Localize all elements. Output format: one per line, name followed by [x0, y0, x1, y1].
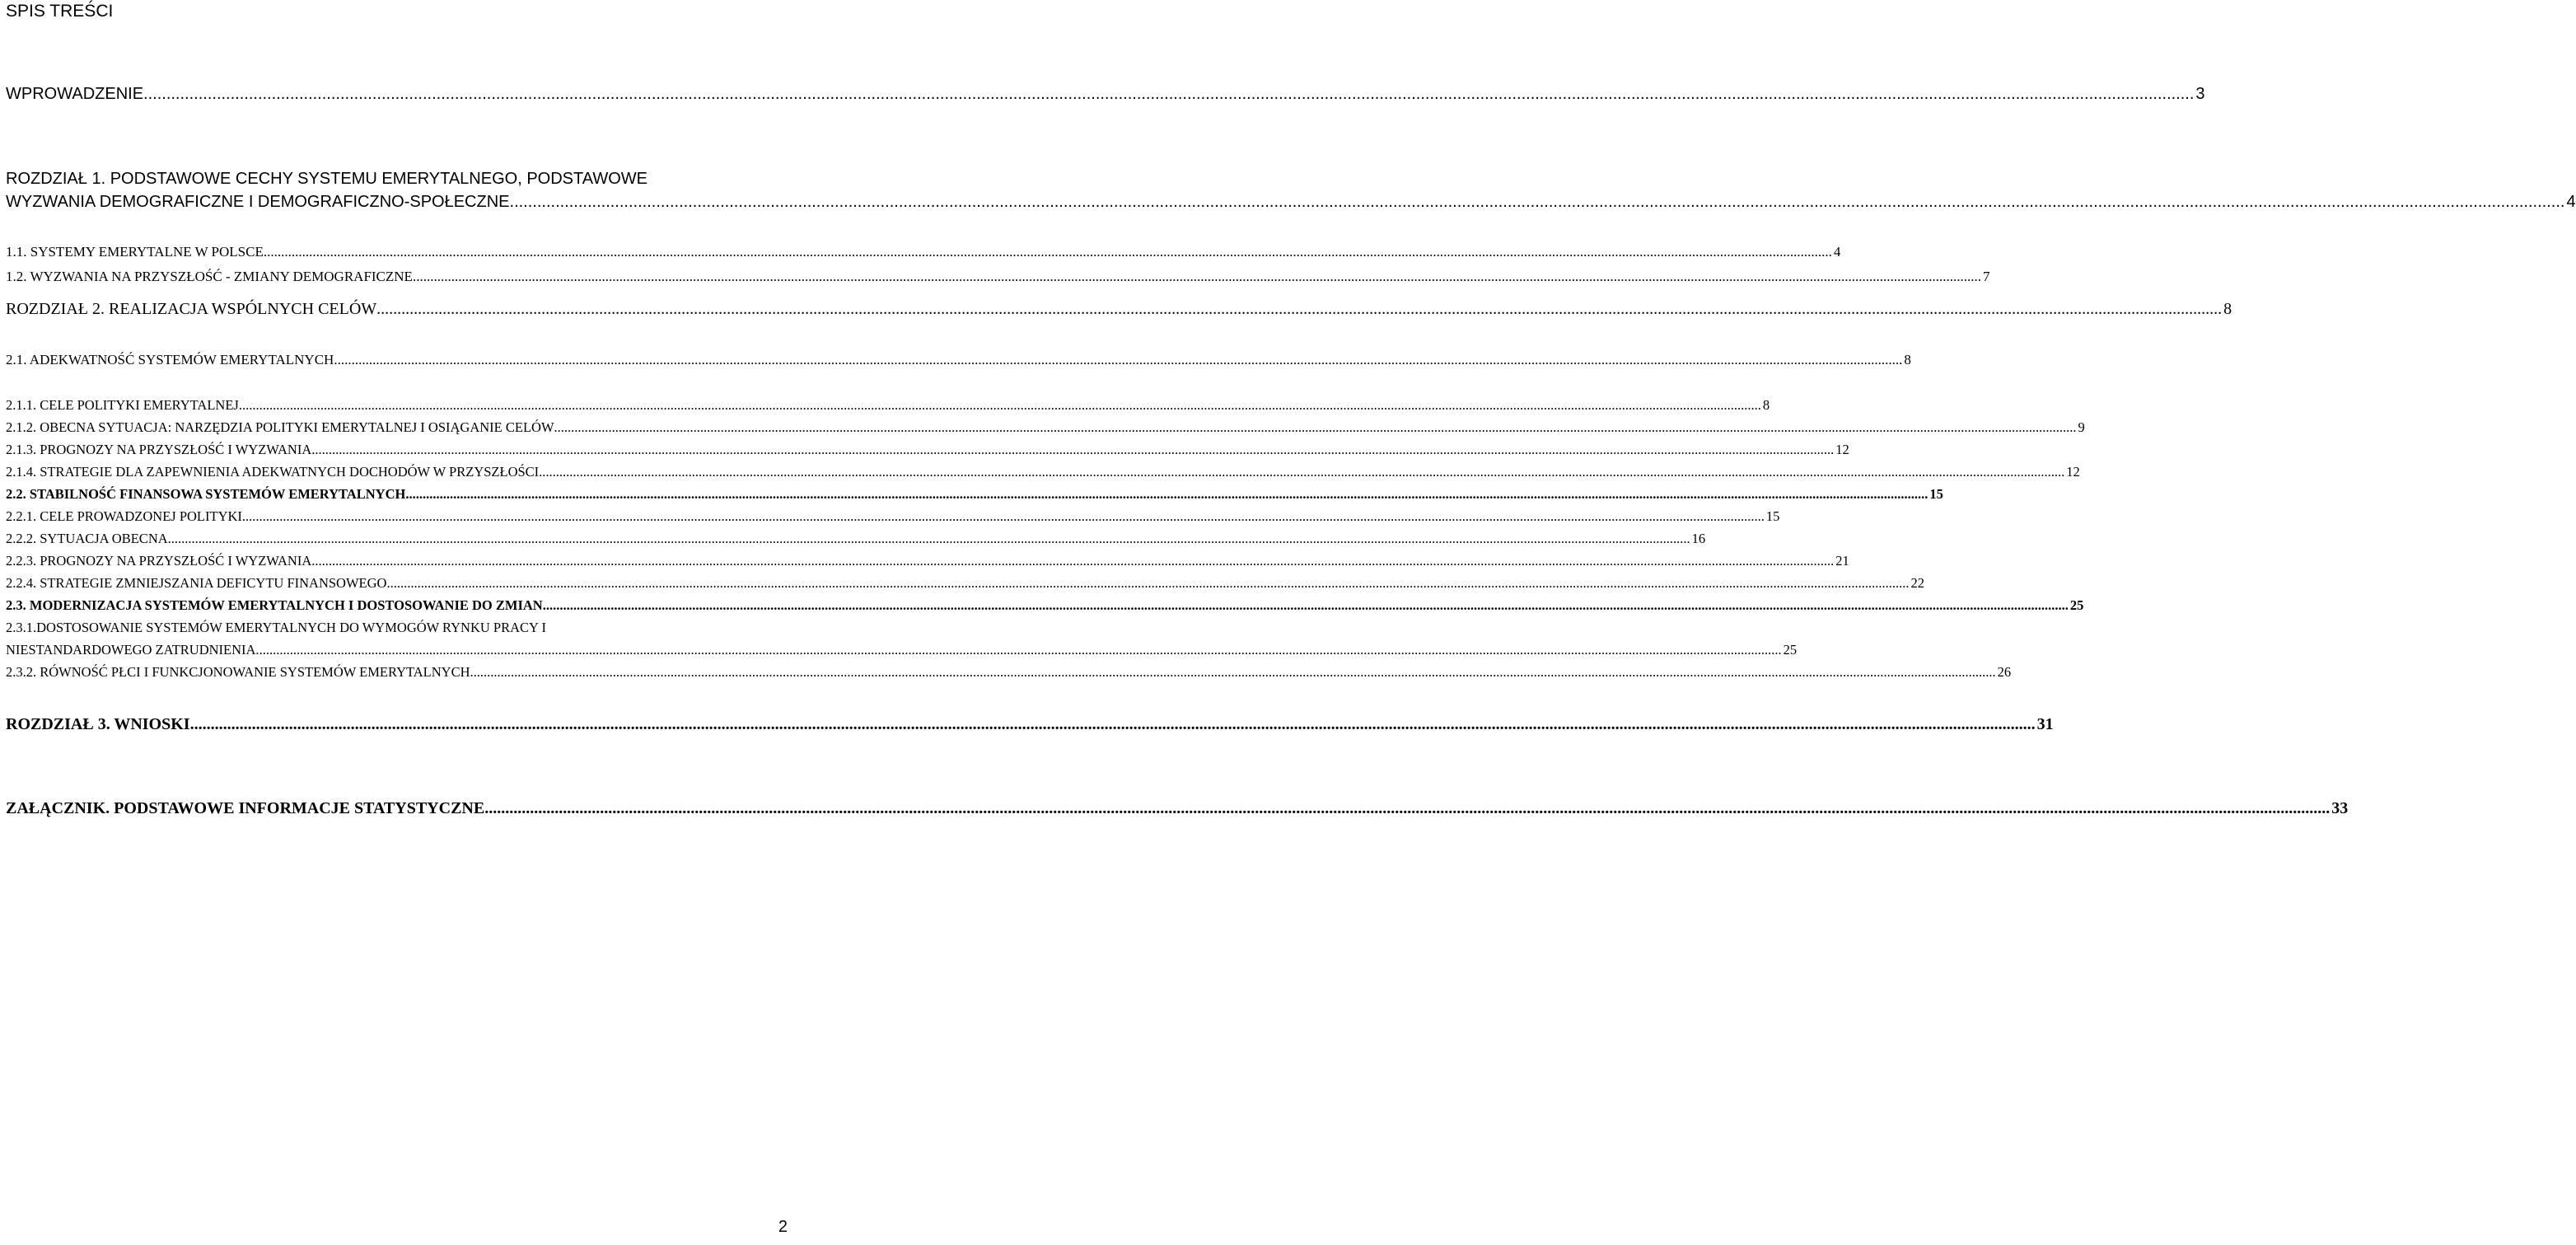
leader-dots	[190, 715, 2036, 734]
toc-entry-chapter-2[interactable]	[6, 300, 2232, 319]
toc-entry-2-3[interactable]	[6, 597, 2084, 614]
leader-dots	[264, 244, 1832, 260]
leader-dots	[413, 269, 1981, 285]
leader-dots	[168, 531, 1690, 547]
toc-entry-page: 12	[2066, 464, 2080, 480]
toc-entry-title: 2.1.4. STRATEGIE DLA ZAPEWNIENIA ADEKWATNYCH DOCHODÓW W PRZYSZŁOŚCI.	[6, 464, 543, 480]
toc-entry-title-line1: ROZDZIAŁ 1. PODSTAWOWE CECHY SYSTEMU EMERYTALNEGO, PODSTAWOWE	[6, 170, 648, 188]
toc-entry-title: ROZDZIAŁ 3. WNIOSKI	[6, 715, 190, 733]
toc-entry-2-3-2[interactable]	[6, 664, 2012, 681]
leader-dots	[311, 442, 1834, 458]
toc-entry-page: 33	[2331, 799, 2349, 817]
toc-entry-page: 22	[1910, 575, 1924, 591]
toc-entry-page: 9	[2078, 419, 2085, 435]
toc-entry-2-2-2[interactable]	[6, 531, 1706, 547]
toc-entry-title: 2.3. MODERNIZACJA SYSTEMÓW EMERYTALNYCH I DOSTOSOWANIE DO ZMIAN.	[6, 597, 546, 613]
toc-entry-2-1-1[interactable]	[6, 397, 1770, 414]
leader-dots	[546, 597, 2069, 614]
toc-entry-title: 2.2.1. CELE PROWADZONEJ POLITYKI	[6, 508, 242, 524]
toc-entry-title: 2.1.2. OBECNA SYTUACJA: NARZĘDZIA POLITYKI EMERYTALNEJ I OSIĄGANIE CELÓW	[6, 419, 554, 435]
leader-dots	[484, 799, 2330, 818]
toc-entry-2-2[interactable]	[6, 486, 1943, 503]
toc-entry-page: 3	[2195, 85, 2205, 103]
toc-entry-chapter-3[interactable]	[6, 715, 2054, 734]
toc-entry-title: ZAŁĄCZNIK. PODSTAWOWE INFORMACJE STATYSTYCZNE	[6, 799, 485, 817]
leader-dots	[542, 464, 2064, 480]
toc-entry-page: 4	[1833, 244, 1841, 260]
toc-entry-title: 2.1.3. PROGNOZY NA PRZYSZŁOŚĆ I WYZWANIA	[6, 442, 312, 457]
toc-entry-page: 31	[2036, 715, 2054, 733]
toc-entry-page: 25	[1783, 642, 1798, 658]
toc-entry-appendix[interactable]	[6, 799, 2349, 818]
toc-entry-title: 2.3.2. RÓWNOŚĆ PŁCI I FUNKCJONOWANIE SYSTEMÓW EMERYTALNYCH.	[6, 664, 474, 680]
toc-entry-title: 2.1.1. CELE POLITYKI EMERYTALNEJ	[6, 397, 239, 413]
page-heading: SPIS TREŚCI	[6, 2, 114, 21]
toc-entry-page: 8	[2223, 300, 2232, 318]
toc-entry-page: 15	[1765, 508, 1780, 524]
toc-entry-title-line1: 2.3.1.DOSTOSOWANIE SYSTEMÓW EMERYTALNYCH DO WYMOGÓW RYNKU PRACY I	[6, 620, 546, 635]
toc-entry-2-1[interactable]	[6, 352, 1911, 368]
toc-entry-page: 26	[1997, 664, 2012, 680]
leader-dots	[334, 352, 1902, 368]
leader-dots	[242, 508, 1765, 525]
toc-entry-2-2-4[interactable]	[6, 575, 1924, 592]
toc-entry-2-1-2[interactable]	[6, 419, 2085, 436]
toc-entry-title: 1.1. SYSTEMY EMERYTALNE W POLSCE	[6, 244, 264, 260]
toc-entry-title: 1.2. WYZWANIA NA PRZYSZŁOŚĆ - ZMIANY DEMOGRAFICZNE	[6, 269, 413, 284]
toc-entry-2-2-3[interactable]	[6, 553, 1849, 569]
toc-entry-page: 16	[1691, 531, 1706, 546]
toc-entry-page: 7	[1982, 269, 1990, 284]
toc-entry-title: 2.2.4. STRATEGIE ZMNIEJSZANIA DEFICYTU FINANSOWEGO	[6, 575, 387, 591]
toc-entry-title: ROZDZIAŁ 2. REALIZACJA WSPÓLNYCH CELÓW	[6, 300, 377, 318]
toc-entry-page: 12	[1835, 442, 1849, 457]
toc-entry-title: 2.2.3. PROGNOZY NA PRZYSZŁOŚĆ I WYZWANIA	[6, 553, 312, 569]
toc-entry-title: 2.2. STABILNOŚĆ FINANSOWA SYSTEMÓW EMERYTALNYCH	[6, 486, 406, 502]
leader-dots	[554, 419, 2077, 436]
toc-entry-title: WYZWANIA DEMOGRAFICZNE I DEMOGRAFICZNO-SPOŁECZNE.	[6, 193, 515, 211]
leader-dots	[311, 553, 1834, 569]
leader-dots	[405, 486, 1928, 503]
toc-entry-page: 15	[1929, 486, 1943, 502]
page-number: 2	[778, 1218, 788, 1236]
toc-entry-page: 8	[1762, 397, 1770, 413]
leader-dots	[259, 642, 1782, 658]
toc-entry-title: 2.1. ADEKWATNOŚĆ SYSTEMÓW EMERYTALNYCH	[6, 352, 334, 367]
toc-entry-page: 8	[1904, 352, 1911, 367]
toc-entry-title: NIESTANDARDOWEGO ZATRUDNIENIA.	[6, 642, 259, 658]
toc-entry-1-2[interactable]	[6, 269, 1990, 285]
toc-entry-title: WPROWADZENIE	[6, 85, 144, 103]
leader-dots	[143, 85, 2194, 104]
toc-entry-page: 25	[2069, 597, 2084, 613]
toc-entry-page: 21	[1835, 553, 1849, 569]
toc-entry-2-1-3[interactable]	[6, 442, 1849, 458]
leader-dots	[376, 300, 2222, 319]
leader-dots	[514, 193, 2564, 212]
leader-dots	[474, 664, 1996, 681]
leader-dots	[386, 575, 1909, 592]
leader-dots	[239, 397, 1761, 414]
toc-entry-1-1[interactable]	[6, 244, 1841, 260]
toc-entry-title: 2.2.2. SYTUACJA OBECNA	[6, 531, 168, 546]
toc-entry-chapter-1[interactable]	[6, 170, 2576, 212]
toc-entry-2-1-4[interactable]	[6, 464, 2080, 480]
toc-entry-introduction[interactable]	[6, 85, 2205, 104]
toc-entry-page: 4	[2566, 193, 2576, 211]
toc-entry-2-2-1[interactable]	[6, 508, 1780, 525]
toc-entry-2-3-1[interactable]	[6, 620, 1798, 658]
